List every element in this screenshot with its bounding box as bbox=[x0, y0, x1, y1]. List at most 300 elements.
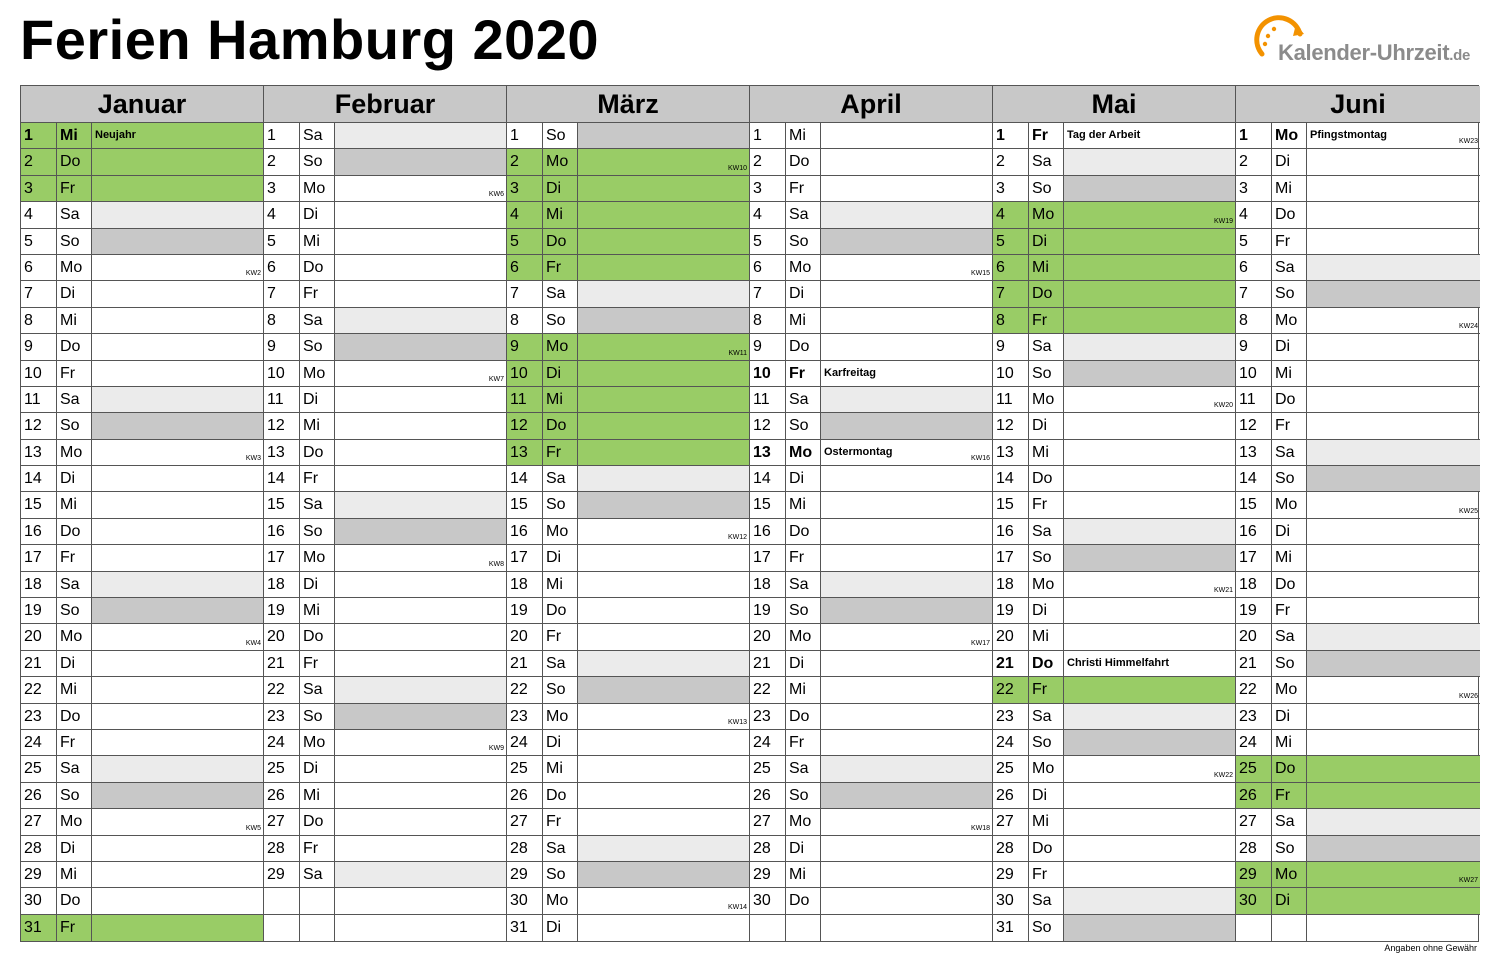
day-row bbox=[507, 598, 749, 624]
day-row bbox=[264, 809, 506, 835]
day-number: 28 bbox=[507, 836, 543, 861]
day-note bbox=[92, 361, 263, 386]
day-row bbox=[993, 598, 1235, 624]
day-number: 23 bbox=[750, 704, 786, 729]
day-row bbox=[264, 730, 506, 756]
day-number: 28 bbox=[993, 836, 1029, 861]
day-note bbox=[821, 836, 992, 861]
weekday: Do bbox=[1272, 387, 1307, 412]
day-number: 8 bbox=[21, 308, 57, 333]
day-number: 1 bbox=[750, 123, 786, 148]
day-note bbox=[1307, 624, 1480, 649]
day-row bbox=[21, 440, 263, 466]
day-row bbox=[1236, 862, 1480, 888]
weekday: Fr bbox=[57, 361, 92, 386]
day-row bbox=[750, 281, 992, 307]
day-row bbox=[21, 783, 263, 809]
day-row bbox=[993, 704, 1235, 730]
day-number: 14 bbox=[993, 466, 1029, 491]
day-note bbox=[578, 176, 749, 201]
week-number: KW18 bbox=[970, 824, 990, 832]
weekday: Do bbox=[543, 413, 578, 438]
month-header: April bbox=[750, 86, 992, 123]
day-note bbox=[1064, 519, 1235, 544]
weekday: Fr bbox=[543, 255, 578, 280]
day-row bbox=[750, 888, 992, 914]
weekday: Mo bbox=[543, 704, 578, 729]
day-number: 30 bbox=[21, 888, 57, 913]
weekday: Fr bbox=[1272, 783, 1307, 808]
day-number: 30 bbox=[750, 888, 786, 913]
day-number: 8 bbox=[264, 308, 300, 333]
day-row bbox=[21, 730, 263, 756]
weekday: Mi bbox=[300, 598, 335, 623]
day-number: 9 bbox=[21, 334, 57, 359]
day-row bbox=[993, 440, 1235, 466]
day-note bbox=[335, 440, 506, 465]
day-row bbox=[264, 756, 506, 782]
day-row bbox=[750, 440, 992, 466]
day-row bbox=[993, 149, 1235, 175]
day-note bbox=[335, 202, 506, 227]
day-number: 7 bbox=[1236, 281, 1272, 306]
day-row bbox=[21, 704, 263, 730]
day-number: 21 bbox=[21, 651, 57, 676]
day-note bbox=[92, 730, 263, 755]
day-number: 17 bbox=[21, 545, 57, 570]
day-number: 10 bbox=[21, 361, 57, 386]
day-number: 26 bbox=[264, 783, 300, 808]
weekday: Do bbox=[300, 440, 335, 465]
day-number: 11 bbox=[507, 387, 543, 412]
day-row bbox=[993, 387, 1235, 413]
day-row bbox=[21, 123, 263, 149]
day-row bbox=[507, 809, 749, 835]
day-row bbox=[750, 783, 992, 809]
day-note bbox=[1064, 387, 1235, 412]
day-number: 6 bbox=[1236, 255, 1272, 280]
weekday: Fr bbox=[786, 730, 821, 755]
day-row bbox=[507, 704, 749, 730]
day-note bbox=[1307, 545, 1480, 570]
day-note bbox=[92, 677, 263, 702]
day-row bbox=[21, 888, 263, 914]
day-row bbox=[750, 334, 992, 360]
day-row bbox=[21, 677, 263, 703]
weekday: Do bbox=[543, 783, 578, 808]
weekday: Sa bbox=[1029, 704, 1064, 729]
weekday: Do bbox=[543, 598, 578, 623]
day-number: 7 bbox=[21, 281, 57, 306]
day-note bbox=[821, 783, 992, 808]
weekday: Mo bbox=[1029, 756, 1064, 781]
day-note bbox=[1064, 598, 1235, 623]
day-number: 14 bbox=[264, 466, 300, 491]
weekday: Mo bbox=[786, 624, 821, 649]
weekday: Fr bbox=[57, 176, 92, 201]
weekday: Fr bbox=[300, 651, 335, 676]
weekday: Mo bbox=[543, 334, 578, 359]
weekday: Sa bbox=[300, 862, 335, 887]
day-note bbox=[92, 836, 263, 861]
week-number: KW13 bbox=[727, 718, 747, 726]
day-row bbox=[507, 862, 749, 888]
day-row bbox=[1236, 651, 1480, 677]
day-row bbox=[993, 651, 1235, 677]
day-note bbox=[92, 704, 263, 729]
day-note bbox=[335, 862, 506, 887]
holiday-label: Christi Himmelfahrt bbox=[1067, 656, 1170, 669]
weekday: So bbox=[786, 229, 821, 254]
day-row bbox=[750, 677, 992, 703]
day-number: 24 bbox=[21, 730, 57, 755]
weekday: So bbox=[57, 783, 92, 808]
day-row bbox=[993, 545, 1235, 571]
day-row bbox=[21, 915, 263, 941]
day-number: 7 bbox=[507, 281, 543, 306]
weekday: Do bbox=[300, 809, 335, 834]
weekday: So bbox=[57, 229, 92, 254]
day-note bbox=[335, 466, 506, 491]
day-row bbox=[993, 862, 1235, 888]
weekday bbox=[300, 888, 335, 913]
day-row bbox=[750, 598, 992, 624]
day-row bbox=[21, 756, 263, 782]
day-number bbox=[750, 915, 786, 941]
day-row bbox=[507, 492, 749, 518]
day-row bbox=[264, 413, 506, 439]
weekday: Sa bbox=[1029, 888, 1064, 913]
day-number: 9 bbox=[264, 334, 300, 359]
day-number: 25 bbox=[1236, 756, 1272, 781]
day-note bbox=[1064, 229, 1235, 254]
day-number: 16 bbox=[21, 519, 57, 544]
weekday: Sa bbox=[57, 387, 92, 412]
day-note bbox=[1064, 123, 1235, 148]
weekday: Do bbox=[1272, 572, 1307, 597]
day-note bbox=[821, 440, 992, 465]
day-number: 11 bbox=[21, 387, 57, 412]
day-note bbox=[578, 651, 749, 676]
day-row bbox=[21, 361, 263, 387]
weekday: Mi bbox=[1029, 440, 1064, 465]
day-number: 14 bbox=[1236, 466, 1272, 491]
day-note bbox=[1307, 519, 1480, 544]
day-note bbox=[335, 756, 506, 781]
weekday: Mi bbox=[300, 229, 335, 254]
weekday: Fr bbox=[543, 624, 578, 649]
day-row bbox=[993, 756, 1235, 782]
day-note bbox=[92, 519, 263, 544]
day-note bbox=[578, 862, 749, 887]
logo-text bbox=[1278, 40, 1470, 66]
day-note bbox=[1307, 229, 1480, 254]
day-note bbox=[92, 756, 263, 781]
day-number: 29 bbox=[507, 862, 543, 887]
day-row bbox=[507, 466, 749, 492]
day-row bbox=[507, 281, 749, 307]
day-number: 4 bbox=[750, 202, 786, 227]
day-number: 13 bbox=[750, 440, 786, 465]
day-row bbox=[21, 176, 263, 202]
weekday: Sa bbox=[1272, 809, 1307, 834]
day-note bbox=[335, 572, 506, 597]
day-note bbox=[821, 413, 992, 438]
weekday: Di bbox=[1272, 149, 1307, 174]
weekday: Mi bbox=[786, 308, 821, 333]
day-number: 21 bbox=[507, 651, 543, 676]
day-number: 1 bbox=[264, 123, 300, 148]
week-number: KW12 bbox=[727, 534, 747, 542]
weekday: Mi bbox=[1272, 361, 1307, 386]
day-note bbox=[92, 783, 263, 808]
day-number: 27 bbox=[507, 809, 543, 834]
day-row bbox=[507, 624, 749, 650]
day-note bbox=[1064, 545, 1235, 570]
day-note bbox=[578, 809, 749, 834]
day-note bbox=[92, 624, 263, 649]
day-number: 19 bbox=[750, 598, 786, 623]
day-number: 6 bbox=[264, 255, 300, 280]
day-note bbox=[335, 651, 506, 676]
day-note bbox=[335, 255, 506, 280]
day-note bbox=[1307, 783, 1480, 808]
day-note bbox=[821, 308, 992, 333]
day-number: 23 bbox=[21, 704, 57, 729]
day-number: 22 bbox=[264, 677, 300, 702]
day-note bbox=[821, 651, 992, 676]
weekday: So bbox=[786, 413, 821, 438]
day-number: 14 bbox=[507, 466, 543, 491]
weekday: Fr bbox=[786, 545, 821, 570]
day-row bbox=[750, 624, 992, 650]
holiday-label: Karfreitag bbox=[824, 366, 876, 379]
day-number: 10 bbox=[264, 361, 300, 386]
day-note bbox=[92, 387, 263, 412]
day-number: 18 bbox=[21, 572, 57, 597]
day-row bbox=[21, 281, 263, 307]
weekday: Sa bbox=[1272, 440, 1307, 465]
day-row bbox=[1236, 281, 1480, 307]
day-number: 27 bbox=[21, 809, 57, 834]
weekday: Di bbox=[300, 756, 335, 781]
day-row bbox=[750, 466, 992, 492]
day-number: 24 bbox=[507, 730, 543, 755]
day-number: 10 bbox=[1236, 361, 1272, 386]
day-row bbox=[264, 334, 506, 360]
weekday: Do bbox=[1029, 651, 1064, 676]
weekday: Di bbox=[786, 836, 821, 861]
day-number: 19 bbox=[21, 598, 57, 623]
day-row bbox=[750, 413, 992, 439]
day-number: 23 bbox=[1236, 704, 1272, 729]
weekday: Fr bbox=[1272, 598, 1307, 623]
day-note bbox=[578, 677, 749, 702]
day-row bbox=[507, 229, 749, 255]
day-row bbox=[21, 308, 263, 334]
day-row bbox=[1236, 229, 1480, 255]
day-note bbox=[821, 149, 992, 174]
day-number: 18 bbox=[507, 572, 543, 597]
weekday: So bbox=[786, 783, 821, 808]
day-row bbox=[21, 545, 263, 571]
weekday: Fr bbox=[300, 836, 335, 861]
weekday: Sa bbox=[786, 756, 821, 781]
weekday: Fr bbox=[543, 440, 578, 465]
weekday: Do bbox=[786, 519, 821, 544]
weekday: Di bbox=[1272, 704, 1307, 729]
day-row bbox=[21, 229, 263, 255]
day-note bbox=[821, 888, 992, 913]
weekday: Do bbox=[57, 334, 92, 359]
day-row bbox=[507, 176, 749, 202]
day-note bbox=[578, 255, 749, 280]
day-note bbox=[92, 466, 263, 491]
day-number: 15 bbox=[264, 492, 300, 517]
day-note bbox=[335, 176, 506, 201]
day-row bbox=[750, 704, 992, 730]
day-note bbox=[1064, 334, 1235, 359]
weekday: Di bbox=[1272, 888, 1307, 913]
day-note bbox=[1307, 149, 1480, 174]
weekday: Mo bbox=[543, 519, 578, 544]
day-note bbox=[1064, 836, 1235, 861]
day-note bbox=[92, 572, 263, 597]
day-row bbox=[750, 862, 992, 888]
day-number: 27 bbox=[993, 809, 1029, 834]
day-row bbox=[1236, 756, 1480, 782]
weekday: Mo bbox=[300, 361, 335, 386]
day-number: 11 bbox=[264, 387, 300, 412]
day-number: 9 bbox=[993, 334, 1029, 359]
day-number: 17 bbox=[264, 545, 300, 570]
week-number: KW6 bbox=[488, 191, 504, 199]
day-row bbox=[993, 413, 1235, 439]
day-row bbox=[750, 915, 992, 941]
day-note bbox=[1307, 492, 1480, 517]
day-row bbox=[264, 308, 506, 334]
day-number: 26 bbox=[750, 783, 786, 808]
day-number: 16 bbox=[264, 519, 300, 544]
day-note bbox=[92, 255, 263, 280]
day-note bbox=[92, 440, 263, 465]
day-number: 2 bbox=[1236, 149, 1272, 174]
day-row bbox=[507, 651, 749, 677]
day-row bbox=[264, 836, 506, 862]
day-row bbox=[264, 704, 506, 730]
day-number: 1 bbox=[21, 123, 57, 148]
weekday: Sa bbox=[1272, 255, 1307, 280]
day-note bbox=[1064, 783, 1235, 808]
day-row bbox=[264, 545, 506, 571]
day-row bbox=[21, 836, 263, 862]
day-row bbox=[21, 149, 263, 175]
day-number: 5 bbox=[750, 229, 786, 254]
day-number: 4 bbox=[21, 202, 57, 227]
day-row bbox=[21, 862, 263, 888]
day-number: 14 bbox=[21, 466, 57, 491]
day-note bbox=[335, 783, 506, 808]
month-column bbox=[993, 86, 1236, 941]
weekday: Di bbox=[300, 387, 335, 412]
week-number: KW27 bbox=[1458, 877, 1478, 885]
day-number: 22 bbox=[21, 677, 57, 702]
day-row bbox=[21, 624, 263, 650]
day-row bbox=[264, 123, 506, 149]
day-number: 21 bbox=[264, 651, 300, 676]
day-row bbox=[993, 783, 1235, 809]
weekday: Mi bbox=[57, 677, 92, 702]
day-number: 17 bbox=[750, 545, 786, 570]
day-note bbox=[92, 862, 263, 887]
weekday: So bbox=[300, 704, 335, 729]
day-row bbox=[21, 202, 263, 228]
day-row bbox=[1236, 809, 1480, 835]
weekday: Sa bbox=[543, 836, 578, 861]
day-number: 20 bbox=[750, 624, 786, 649]
day-row bbox=[507, 255, 749, 281]
day-number: 16 bbox=[750, 519, 786, 544]
day-row bbox=[993, 123, 1235, 149]
day-number: 30 bbox=[507, 888, 543, 913]
day-row bbox=[507, 361, 749, 387]
day-row bbox=[750, 492, 992, 518]
day-note bbox=[1064, 308, 1235, 333]
weekday: So bbox=[1272, 281, 1307, 306]
day-number: 12 bbox=[993, 413, 1029, 438]
weekday: Do bbox=[1272, 202, 1307, 227]
day-number bbox=[264, 915, 300, 941]
day-row bbox=[1236, 730, 1480, 756]
weekday: Mo bbox=[1272, 492, 1307, 517]
weekday bbox=[300, 915, 335, 941]
day-note bbox=[335, 308, 506, 333]
weekday: Mo bbox=[57, 440, 92, 465]
day-number: 6 bbox=[507, 255, 543, 280]
day-row bbox=[507, 572, 749, 598]
day-row bbox=[507, 545, 749, 571]
day-note bbox=[1064, 862, 1235, 887]
day-number: 12 bbox=[507, 413, 543, 438]
day-note bbox=[578, 915, 749, 941]
weekday: Sa bbox=[57, 202, 92, 227]
day-row bbox=[1236, 519, 1480, 545]
month-column bbox=[21, 86, 264, 941]
day-row bbox=[993, 572, 1235, 598]
weekday: Do bbox=[57, 704, 92, 729]
week-number: KW26 bbox=[1458, 692, 1478, 700]
day-note bbox=[1064, 492, 1235, 517]
day-row bbox=[21, 598, 263, 624]
day-note bbox=[578, 149, 749, 174]
day-note bbox=[1307, 862, 1480, 887]
weekday: Do bbox=[57, 888, 92, 913]
day-number: 29 bbox=[264, 862, 300, 887]
day-number: 13 bbox=[1236, 440, 1272, 465]
day-number: 2 bbox=[507, 149, 543, 174]
weekday: Fr bbox=[786, 176, 821, 201]
weekday: Di bbox=[786, 466, 821, 491]
day-number: 5 bbox=[264, 229, 300, 254]
weekday: Di bbox=[1272, 334, 1307, 359]
weekday: Di bbox=[1029, 413, 1064, 438]
day-note bbox=[335, 229, 506, 254]
day-row bbox=[1236, 888, 1480, 914]
day-row bbox=[993, 677, 1235, 703]
day-note bbox=[92, 809, 263, 834]
day-row bbox=[21, 466, 263, 492]
day-number: 20 bbox=[507, 624, 543, 649]
